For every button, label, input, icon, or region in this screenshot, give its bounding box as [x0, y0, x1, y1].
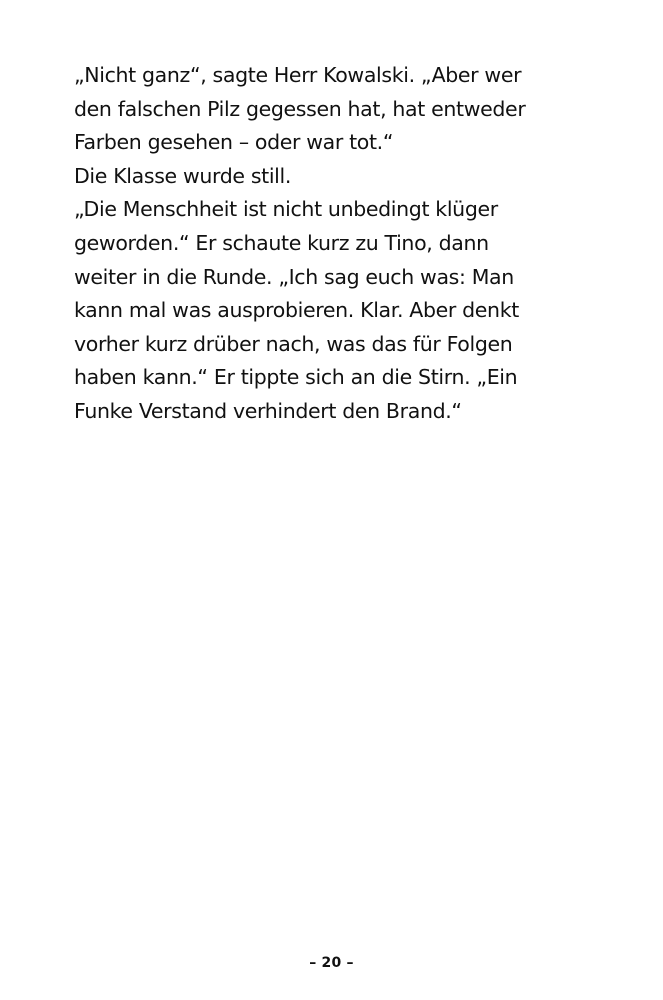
text-line: „Nicht ganz“, sagte Herr Kowalski. „Aber wer [74, 63, 522, 87]
text-line: weiter in die Runde. „Ich sag euch was: Man [74, 264, 514, 289]
body-text [74, 59, 634, 429]
text-line: „Die Menschheit ist nicht unbedingt klüger [74, 197, 498, 222]
page-number: – 20 – [309, 955, 354, 971]
text-line: Funke Verstand verhindert den Brand.“ [74, 398, 462, 423]
text-line: haben kann.“ Er tippte sich an die Stirn. „Ein [74, 365, 518, 390]
text-line: Farben gesehen – oder war tot.“ [74, 130, 394, 155]
text-line: Die Klasse wurde still. [74, 163, 292, 188]
text-line: geworden.“ Er schaute kurz zu Tino, dann [74, 230, 489, 255]
text-line: kann mal was ausprobieren. Klar. Aber denkt [74, 298, 519, 323]
text-line: den falschen Pilz gegessen hat, hat entweder [74, 96, 526, 121]
text-line: vorher kurz drüber nach, was das für Folgen [74, 331, 513, 356]
